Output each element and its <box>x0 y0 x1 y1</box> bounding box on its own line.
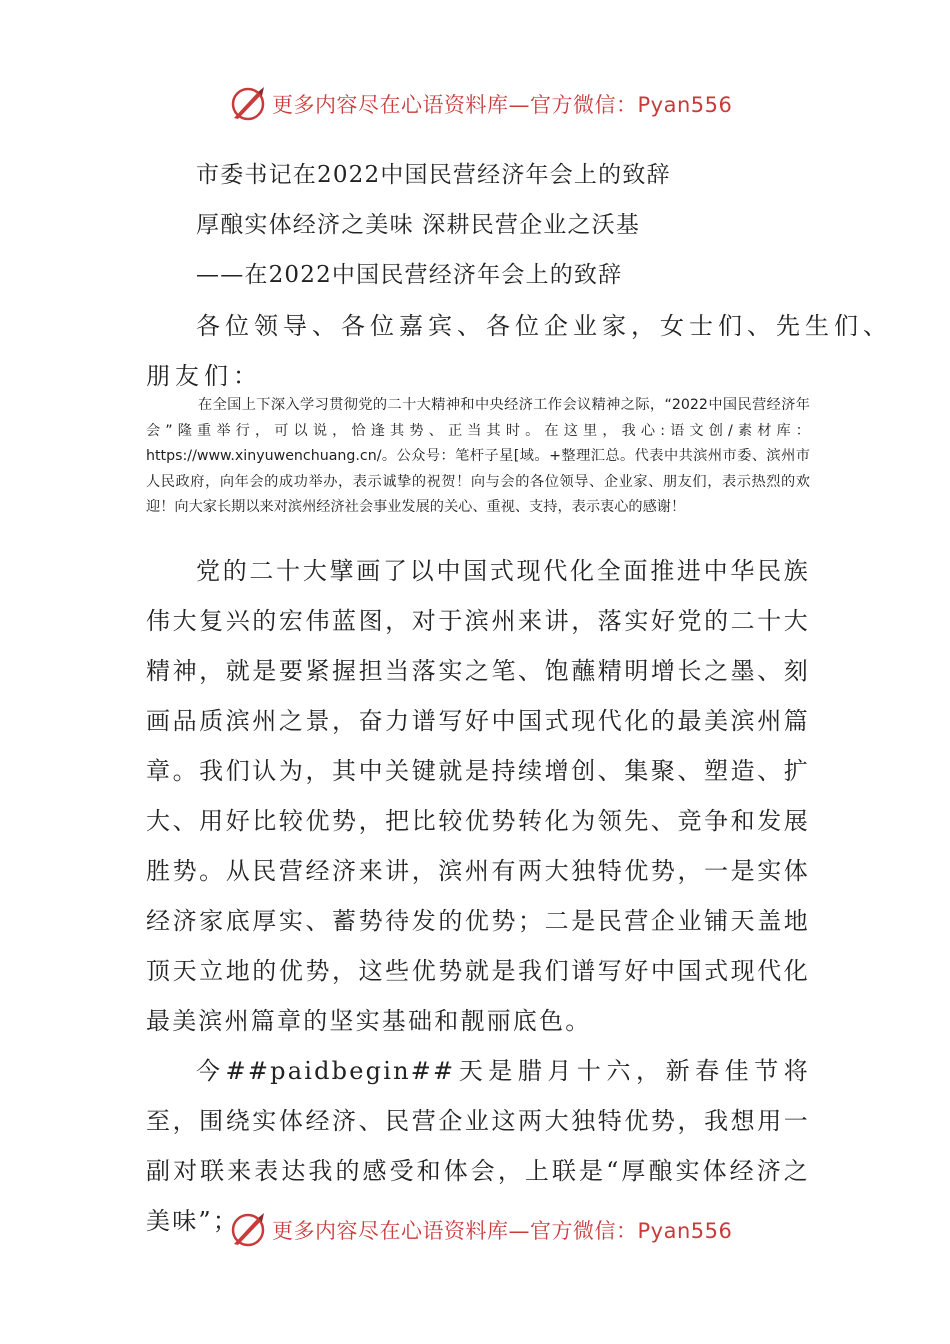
watermark-header <box>228 84 732 124</box>
quill-pen-logo-icon <box>228 84 268 124</box>
salutation-line-2: 朋友们： <box>146 362 262 390</box>
quill-pen-logo-icon <box>228 1210 268 1250</box>
salutation-line-1: 各位领导、各位嘉宾、各位企业家，女士们、先生们、 <box>196 312 892 340</box>
body-paragraph-1: 党的二十大擘画了以中国式现代化全面推进中华民族伟大复兴的宏伟蓝图，对于滨州来讲，落实好党的二十大精神，就是要紧握担当落实之笔、饱蘸精明增长之墨、刻画品质滨州之景，奋力谱写好中国式现代化的最美滨州篇章。我们认为，其中关键就是持续增创、集聚、塑造、扩大、用好比较优势，把比较优势转化为领先、竞争和发展胜势。从民营经济来讲，滨州有两大独特优势，一是实体经济家底厚实、蓄势待发的优势；二是民营企业铺天盖地顶天立地的优势，这些优势就是我们谱写好中国式现代化最美滨州篇章的坚实基础和靓丽底色。 <box>146 557 810 1035</box>
document-title: 市委书记在2022中国民营经济年会上的致辞 <box>196 162 671 188</box>
watermark-text: 更多内容尽在心语资料库—官方微信：Pyan556 <box>272 1219 733 1243</box>
document-subtitle: ——在2022中国民营经济年会上的致辞 <box>196 262 623 288</box>
document-headline: 厚酿实体经济之美味 深耕民营企业之沃基 <box>196 212 641 238</box>
intro-paragraph: 在全国上下深入学习贯彻党的二十大精神和中央经济工作会议精神之际，“2022中国民营经济年会”隆重举行，可以说，恰逢其势、正当其时。在这里，我心:语文创/素材库：https://www.xinyuwenchuang.cn/。公众号：笔杆子星[域。+整理汇总。代表中共滨州市委、滨州市人民政府，向年会的成功举办，表示诚挚的祝贺！向与会的各位领导、企业家、朋友们，表示热烈的欢迎！向大家长期以来对滨州经济社会事业发展的关心、重视、支持，表示衷心的感谢！ <box>146 397 810 515</box>
watermark-text: 更多内容尽在心语资料库—官方微信：Pyan556 <box>272 93 733 117</box>
body-paragraph-2: 今##paidbegin##天是腊月十六，新春佳节将至，围绕实体经济、民营企业这两大独特优势，我想用一副对联来表达我的感受和体会，上联是“厚酿实体经济之美味”； <box>146 1057 810 1235</box>
watermark-footer <box>228 1210 732 1250</box>
